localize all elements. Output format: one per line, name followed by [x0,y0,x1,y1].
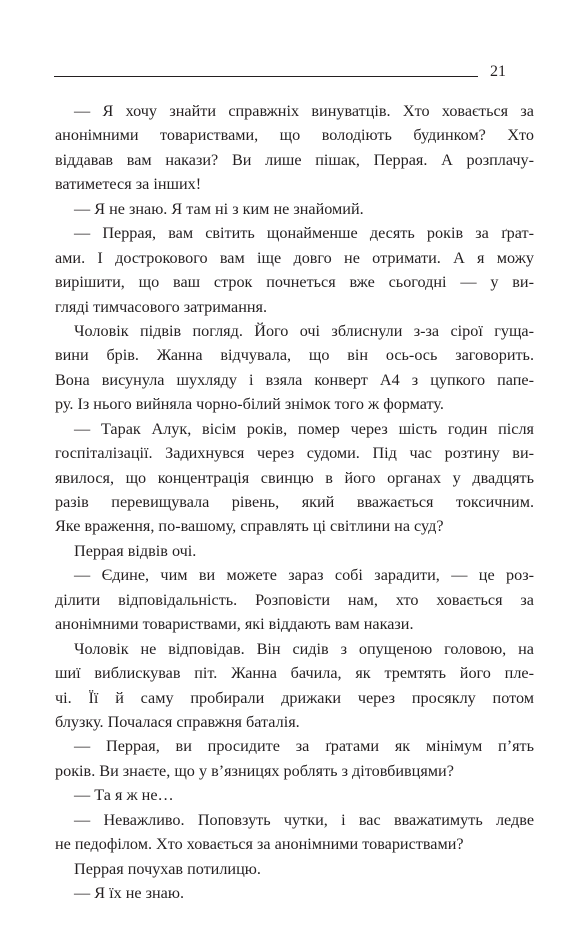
text-line: Вона висунула шухляду і взяла конверт А4 з цупкого папе- [55,370,534,389]
text-line: Чоловік не відповідав. Він сидів з опущеною головою, на [74,639,534,658]
text-line: — Та я ж не… [74,786,174,805]
text-line: — Перрая, ви просидите за ґратами як мінімум п’ять [74,737,534,756]
page-number: 21 [490,63,506,80]
text-line: ватиметеся за інших! [55,175,202,194]
text-line: років. Ви знаєте, що у в’язницях роблять з дітовбивцями? [55,761,454,780]
text-line: ами. І дострокового вам іще довго не отримати. А я можу [55,248,534,267]
text-line: госпіталізації. Задихнувся через судоми. Під час розтину ви- [55,444,534,463]
text-line: шиї виблискував піт. Жанна бачила, як тремтять його пле- [55,664,534,683]
text-line: разів перевищувала рівень, який вважається токсичним. [55,493,534,511]
text-line: Чоловік підвів погляд. Його очі зблиснули з-за сірої гуща- [74,321,534,340]
text-line: вирішити, що ваш строк почнеться вже сьогодні — у ви- [55,273,534,292]
body-text [55,99,534,905]
text-line: — Тарак Алук, вісім років, помер через шість годин після [74,419,534,438]
text-line: — Єдине, чим ви можете зараз собі зарадити, — це роз- [74,566,534,585]
text-line: анонімними товариствами, що володіють будинком? Хто [55,126,534,145]
text-line: ділити відповідальність. Розповісти нам, хто ховається за [55,590,534,609]
text-line: чі. Її й саму пробирали дрижаки через просяклу потом [55,688,534,707]
text-line: Яке враження, по-вашому, справлять ці світлини на суд? [55,517,444,536]
text-line: Перрая відвів очі. [74,541,197,560]
text-line: — Неважливо. Поповзуть чутки, і вас вважатимуть ледве [74,810,534,829]
text-line: — Я не знаю. Я там ні з ким не знайомий. [74,199,364,218]
text-line: — Я хочу знайти справжніх винуватців. Хто ховається за [74,102,534,120]
text-line: ру. Із нього вийняла чорно-білий знімок того ж формату. [55,395,444,414]
text-line: — Я їх не знаю. [74,884,184,902]
text-line: Перрая почухав потилицю. [74,859,261,878]
text-line: — Перрая, вам світить щонайменше десять років за ґрат- [74,224,534,243]
text-line: анонімними товариствами, які віддають вам накази. [55,615,414,634]
header-rule [54,76,478,77]
text-line: явилося, що концентрація свинцю в його органах у двадцять [55,468,534,487]
text-line: блузку. Почалася справжня баталія. [55,712,300,731]
text-line: вини брів. Жанна відчувала, що він ось-ось заговорить. [55,346,534,365]
text-line: віддавав вам накази? Ви лише пішак, Перрая. А розплачу- [55,150,534,169]
text-line: не педофілом. Хто ховається за анонімними товариствами? [55,835,464,854]
text-line: гляді тимчасового затримання. [55,297,268,316]
